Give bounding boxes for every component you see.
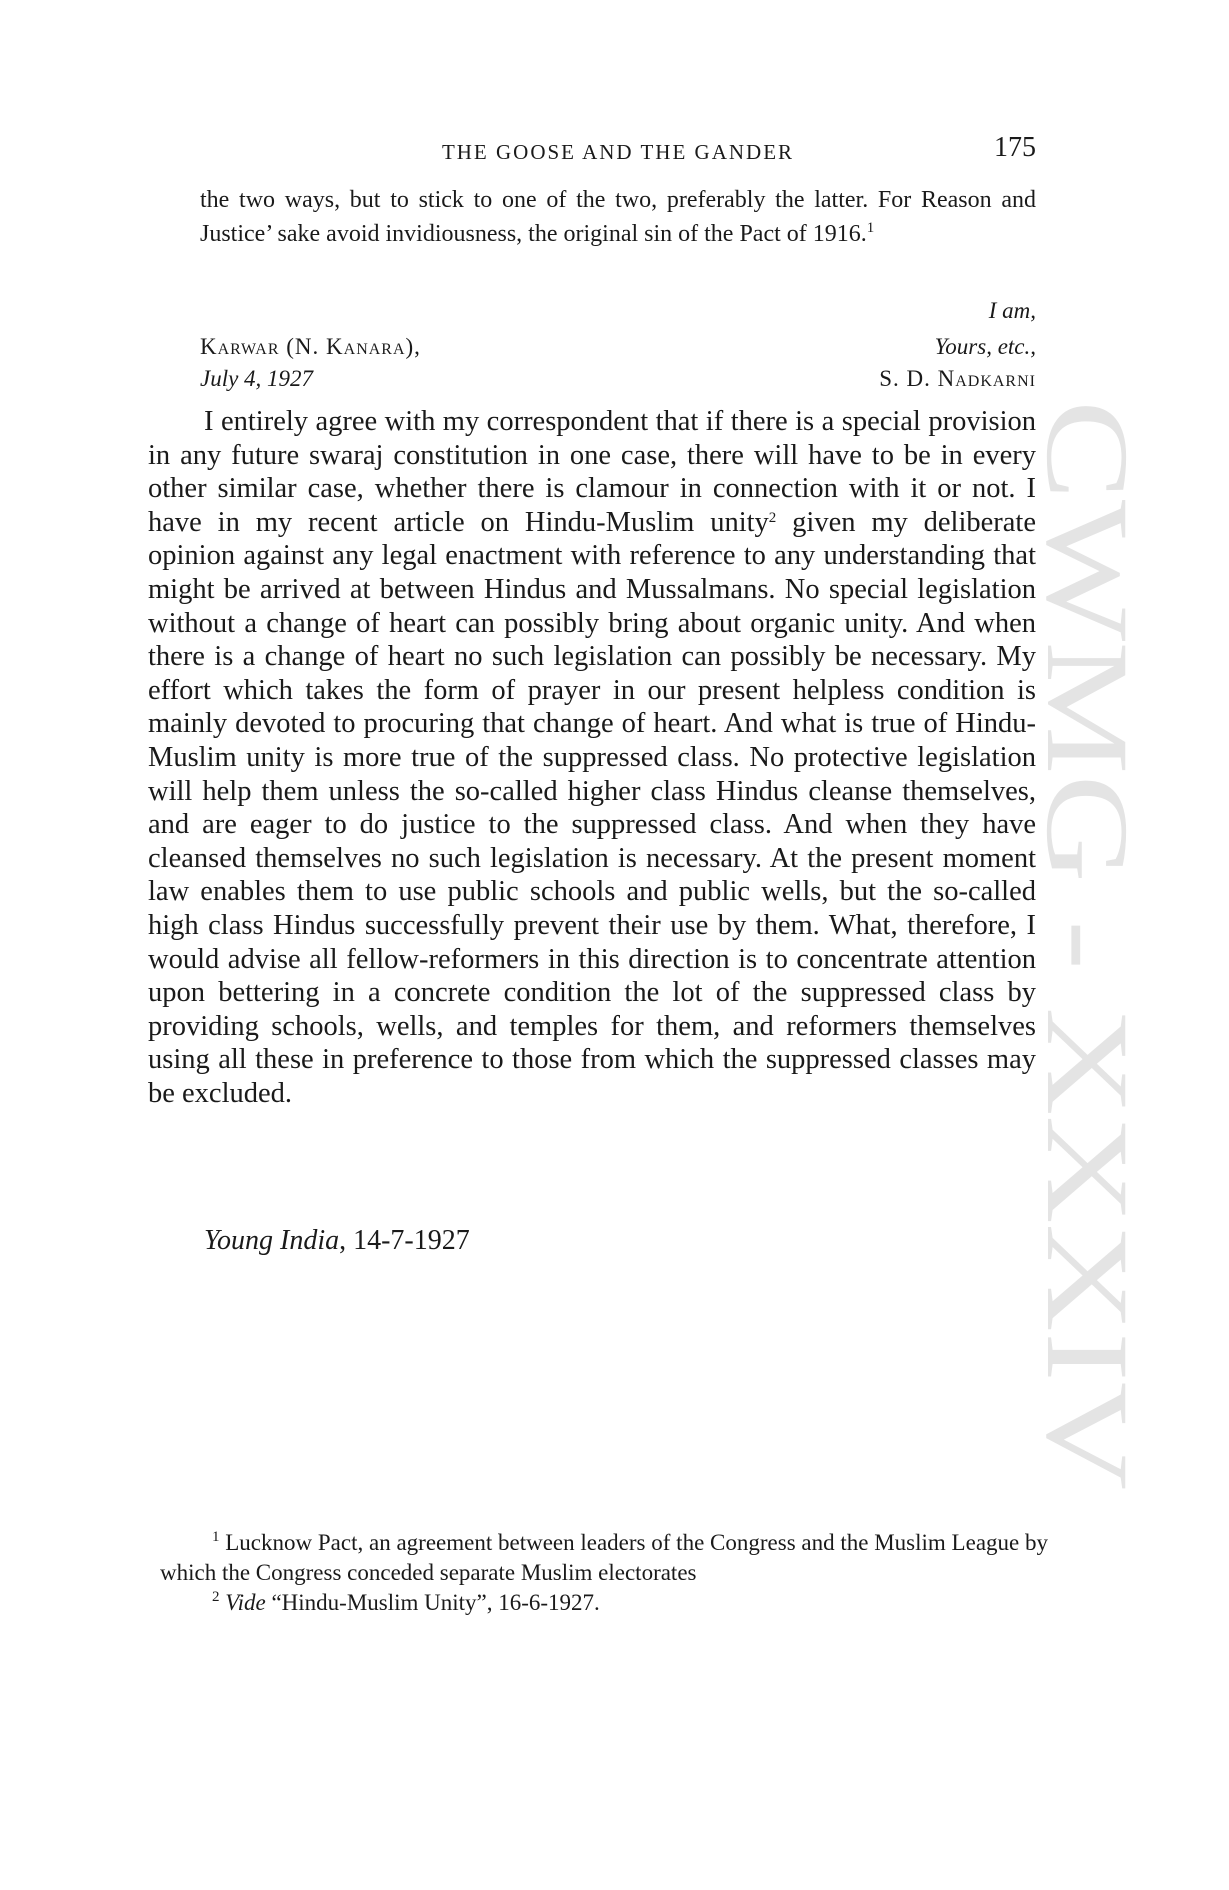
footnote-ref-2: 2 bbox=[768, 509, 777, 526]
footnote-1-marker: 1 bbox=[212, 1529, 220, 1545]
source-date: , 14-7-1927 bbox=[339, 1225, 470, 1256]
footnote-2-text: “Hindu-Muslim Unity”, 16-6-1927. bbox=[265, 1590, 600, 1615]
page-number: 175 bbox=[994, 132, 1036, 163]
footnote-2-marker: 2 bbox=[212, 1589, 220, 1605]
footnote-2 bbox=[160, 1588, 1048, 1618]
main-paragraph bbox=[148, 405, 1036, 1110]
running-head bbox=[200, 132, 1036, 168]
source-publication: Young India bbox=[204, 1225, 340, 1256]
letter-closing: I am, bbox=[988, 298, 1036, 323]
footnotes bbox=[160, 1528, 1048, 1618]
watermark-text: CWMG - XXXIV bbox=[1022, 400, 1153, 1259]
letter-yours: Yours, etc., bbox=[934, 334, 1036, 359]
main-text-part1: I entirely agree with my correspondent that if there is a special provision in any future swaraj constitution in one case, there will have to be in every other similar case, whether there is clamour in connection with it or not. I have in my recent article on Hindu-Muslim unity bbox=[148, 406, 1036, 538]
watermark bbox=[1010, 400, 1153, 1500]
main-text-part2: given my deliberate opinion against any legal enactment with reference to any understanding that might be arrived at between Hindus and Mussalmans. No special legislation without a change of heart can possibly bring about organic unity. And when there is a change of heart no such legislation can possibly be necessary. My effort which takes the form of prayer in our present helpless condition is mainly devoted to procuring that change of heart. And what is true of Hindu-Muslim unity is more true of the suppressed class. No protective legislation will help them unless the so-called higher class Hindus cleanse themselves, and are eager to do justice to the suppressed class. And when they have cleansed themselves no such legislation is necessary. At the present moment law enables them to use public schools and public wells, but the so-called high class Hindus successfully prevent their use by them. What, therefore, I would advise all fellow-reformers in this direction is to concentrate attention upon bettering in a concrete condition the lot of the suppressed class by providing schools, wells, and temples for them, and reformers themselves using all these in preference to those from which the suppressed classes may be excluded. bbox=[148, 506, 1036, 1109]
footnote-1 bbox=[160, 1528, 1048, 1588]
footnote-2-vide: Vide bbox=[225, 1590, 266, 1615]
letter-place: Karwar (N. Kanara), bbox=[200, 334, 421, 359]
footnote-ref-1: 1 bbox=[866, 220, 875, 236]
source-citation bbox=[204, 1225, 470, 1257]
running-title: THE GOOSE AND THE GANDER bbox=[441, 140, 795, 164]
letter-signer: S. D. Nadkarni bbox=[879, 366, 1036, 391]
letter-body-text: the two ways, but to stick to one of the two, preferably the latter. For Reason and Justice’ sake avoid invidiousness, the original sin of the Pact of 1916. bbox=[200, 187, 1036, 247]
footnote-1-text: Lucknow Pact, an agreement between leaders of the Congress and the Muslim League by which the Congress conceded separate Muslim electorates bbox=[160, 1530, 1048, 1585]
letter-date: July 4, 1927 bbox=[200, 366, 314, 391]
letter-continuation bbox=[200, 183, 1036, 251]
